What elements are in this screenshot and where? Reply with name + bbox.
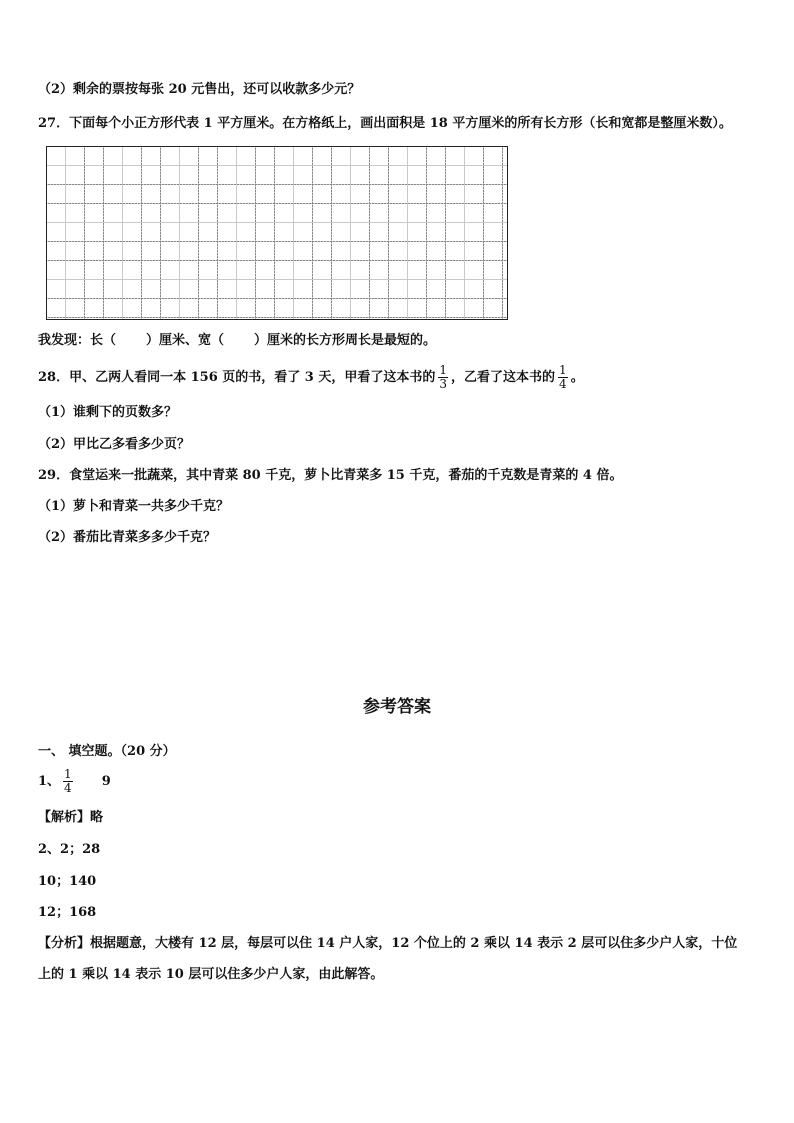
q27-prompt: 27．下面每个小正方形代表 1 平方厘米。在方格纸上，画出面积是 18 平方厘米的所有长方形（长和宽都是整厘米数）。 (38, 116, 732, 131)
answer-1-value: 9 (101, 774, 111, 789)
fraction-one-third (438, 364, 448, 391)
q29-part2: （2）番茄比青菜多多少千克？ (38, 530, 217, 545)
fraction-denominator: 4 (64, 781, 72, 795)
q29-prompt: 29．食堂运来一批蔬菜，其中青菜 80 千克，萝卜比青菜多 15 千克，番茄的千克数是青菜的 4 倍。 (38, 468, 623, 483)
fraction-numerator: 1 (64, 767, 72, 781)
q27-find-c: ）厘米的长方形周长是最短的。 (254, 333, 437, 348)
fraction-denominator: 3 (439, 377, 448, 391)
fraction-numerator: 1 (439, 363, 448, 377)
q28-prompt-c: 。 (570, 370, 584, 385)
answer-2-analysis-line1: 【分析】根据题意，大楼有 12 层，每层可以住 14 户人家，12 个位上的 2 乘以 14 表示 2 层可以住多少户人家，十位 (38, 936, 738, 951)
square-grid (46, 146, 508, 320)
grid-dots (47, 147, 507, 319)
answer-2-line2: 10；140 (38, 874, 97, 889)
q28-prompt (38, 358, 584, 398)
answer-2-line1: 2、2；28 (38, 842, 101, 857)
q29-part1: （1）萝卜和青菜一共多少千克？ (38, 499, 230, 514)
answer-1-analysis: 【解析】略 (38, 810, 104, 825)
fraction-one-quarter (63, 768, 73, 795)
answers-section-1: 一、 填空题。（20 分） (38, 744, 176, 759)
answers-title: 参考答案 (363, 697, 431, 717)
q28-prompt-b: ，乙看了这本书的 (451, 370, 556, 385)
q26-part2: （2）剩余的票按每张 20 元售出，还可以收款多少元？ (38, 82, 361, 97)
fraction-numerator: 1 (559, 363, 567, 377)
fraction-one-quarter (558, 364, 568, 391)
q28-part1: （1）谁剩下的页数多？ (38, 405, 178, 420)
answer-2-line3: 12；168 (38, 905, 97, 920)
answer-1-prefix: 1、 (38, 774, 61, 789)
q27-finding (38, 333, 436, 349)
q27-find-b: ）厘米、宽（ (146, 333, 225, 348)
q28-part2: （2）甲比乙多看多少页？ (38, 437, 191, 452)
answer-2-analysis-line2: 上的 1 乘以 14 表示 10 层可以住多少户人家，由此解答。 (38, 967, 384, 982)
q28-prompt-a: 28．甲、乙两人看同一本 156 页的书，看了 3 天，甲看了这本书的 (38, 370, 436, 385)
fraction-denominator: 4 (559, 377, 567, 391)
q27-find-a: 我发现：长（ (38, 333, 117, 348)
answer-1 (38, 764, 111, 800)
